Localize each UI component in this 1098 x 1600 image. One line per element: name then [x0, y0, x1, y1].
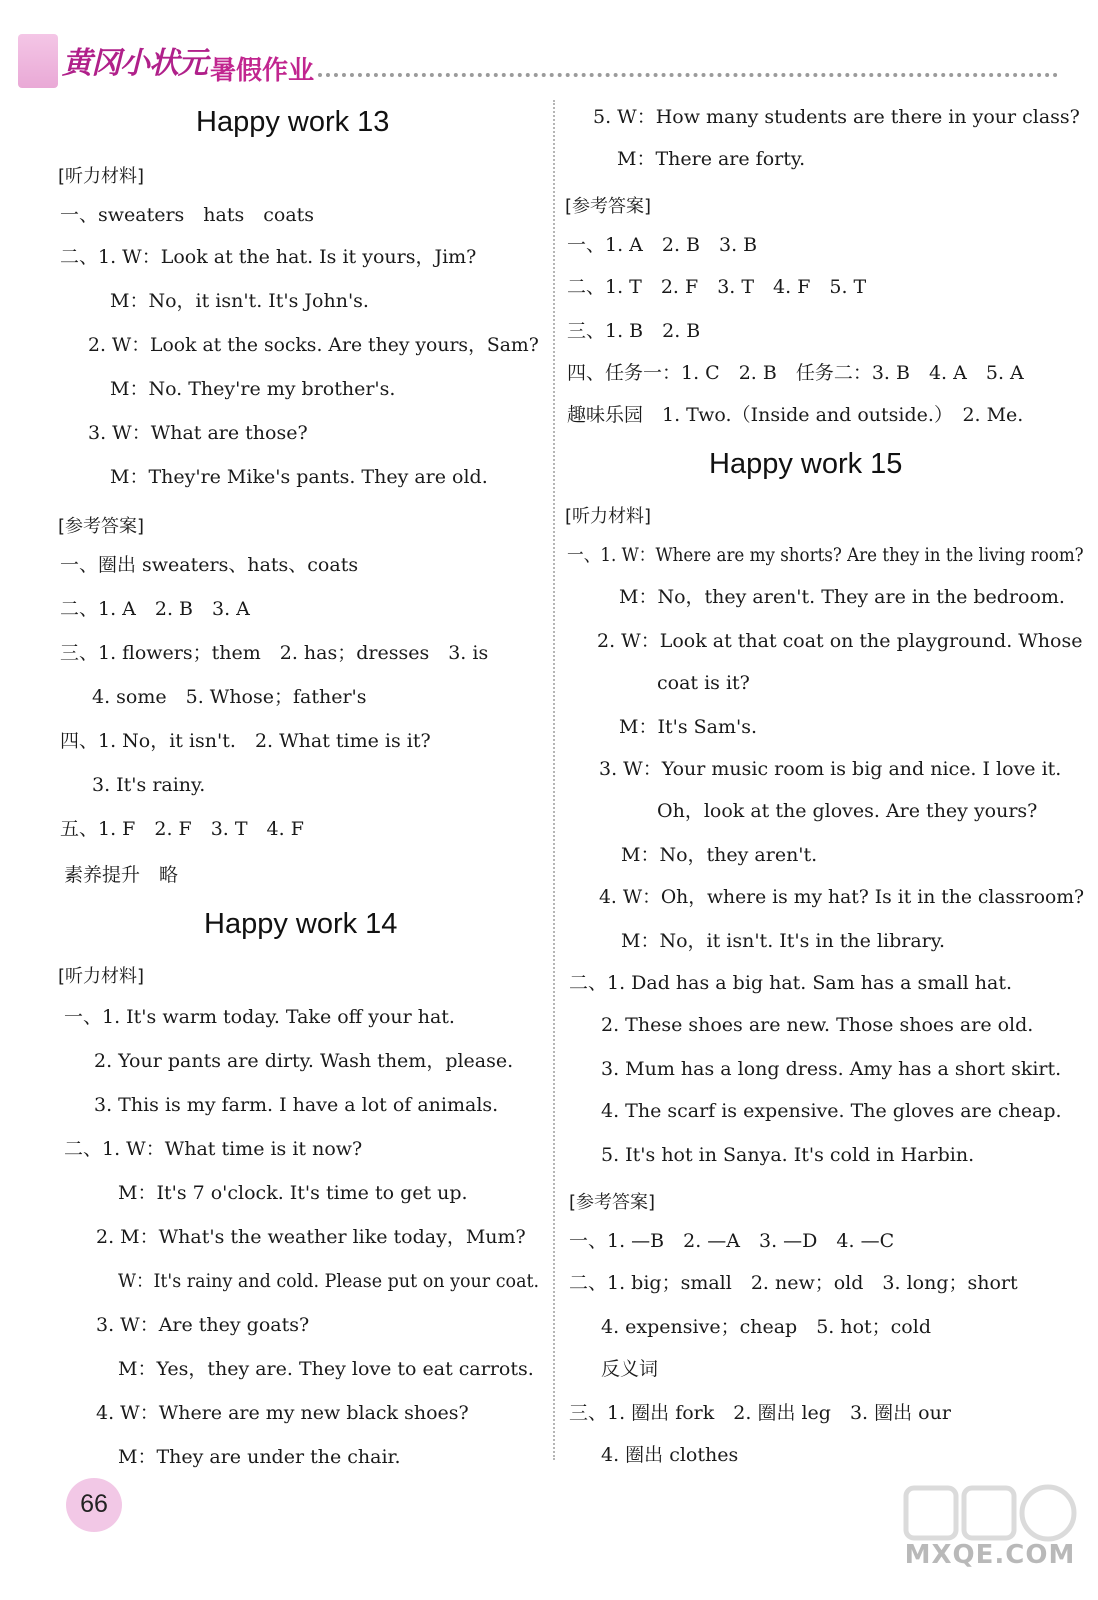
- hw13-answer-line: 素养提升 略: [64, 864, 179, 886]
- hw15-answer-line: 一、1. —B 2. —A 3. —D 4. —C: [569, 1230, 895, 1252]
- hw14-listening-line: M：Yes，they are. They love to eat carrots.: [118, 1358, 534, 1380]
- hw14-answer-line: 三、1. B 2. B: [567, 320, 701, 342]
- hw14-listening-line: W：It's rainy and cold. Please put on your coat.: [118, 1270, 540, 1292]
- hw13-answer-line: 四、1. No，it isn't. 2. What time is it?: [60, 730, 431, 752]
- hw15-listening-line: 4. The scarf is expensive. The gloves are cheap.: [601, 1100, 1062, 1122]
- page-header: [0, 0, 1098, 100]
- hw14-listening-line: 二、1. W：What time is it now?: [64, 1138, 363, 1160]
- header-subtitle: 暑假作业: [210, 56, 315, 86]
- hw15-listening-line: Oh，look at the gloves. Are they yours?: [657, 800, 1038, 822]
- watermark-logo: [900, 1482, 1080, 1592]
- hw14-answer-line: 趣味乐园 1. Two.（Inside and outside.） 2. Me.: [567, 404, 1024, 426]
- header-tab-decoration: [18, 34, 58, 88]
- hw15-listening-line: 2. These shoes are new. Those shoes are old.: [601, 1014, 1034, 1036]
- hw15-listening-line: M：It's Sam's.: [619, 716, 757, 738]
- page-number: 66: [80, 1490, 108, 1518]
- hw14-listening-line: 4. W：Where are my new black shoes?: [96, 1402, 469, 1424]
- hw13-answer-line: 4. some 5. Whose；father's: [92, 686, 367, 708]
- hw13-answer-line: 二、1. A 2. B 3. A: [60, 598, 250, 620]
- hw13-answer-line: 五、1. F 2. F 3. T 4. F: [60, 818, 304, 840]
- hw14-answer-line: 二、1. T 2. F 3. T 4. F 5. T: [567, 276, 867, 298]
- hw15-listening-line: 3. Mum has a long dress. Amy has a short skirt.: [601, 1058, 1062, 1080]
- hw15-listening-line: M：No，they aren't. They are in the bedroom.: [619, 586, 1065, 608]
- hw15-listening-line: 5. It's hot in Sanya. It's cold in Harbin.: [601, 1144, 975, 1166]
- header-dotted-rule: [318, 73, 1058, 81]
- hw15-answer-line: 三、1. 圈出 fork 2. 圈出 leg 3. 圈出 our: [569, 1402, 951, 1424]
- hw14-title: Happy work 14: [204, 908, 398, 940]
- hw13-listening-line: M：No. They're my brother's.: [110, 378, 396, 400]
- hw13-listening-line: M：No，it isn't. It's John's.: [110, 290, 369, 312]
- hw14-listening-line: 一、1. It's warm today. Take off your hat.: [64, 1006, 455, 1028]
- hw15-listening-line: M：No，it isn't. It's in the library.: [621, 930, 945, 952]
- hw13-listening-line: 二、1. W：Look at the hat. Is it yours，Jim?: [60, 246, 477, 268]
- hw13-answer-line: 3. It's rainy.: [92, 774, 206, 796]
- hw14-listening-label: [听力材料]: [58, 966, 145, 987]
- hw13-listening-line: 2. W：Look at the socks. Are they yours，Sam?: [88, 334, 539, 356]
- hw14-listening-line: 3. This is my farm. I have a lot of animals.: [94, 1094, 499, 1116]
- hw15-answer-line: 4. 圈出 clothes: [601, 1444, 739, 1466]
- hw15-answer-line: 反义词: [601, 1358, 659, 1380]
- hw13-answer-line: 三、1. flowers；them 2. has；dresses 3. is: [60, 642, 489, 664]
- hw15-listening-line: 二、1. Dad has a big hat. Sam has a small hat.: [569, 972, 1013, 994]
- hw15-answers-label: [参考答案]: [569, 1192, 656, 1213]
- hw13-answers-label: [参考答案]: [58, 516, 145, 537]
- hw15-listening-line: M：No，they aren't.: [621, 844, 818, 866]
- watermark-text: MXQE.COM: [904, 1540, 1076, 1570]
- hw14-listening-line: M：There are forty.: [617, 148, 806, 170]
- hw14-answer-line: 四、任务一：1. C 2. B 任务二：3. B 4. A 5. A: [567, 362, 1024, 384]
- hw13-listening-line: 一、sweaters hats coats: [60, 204, 315, 226]
- hw13-answer-line: 一、圈出 sweaters、hats、coats: [60, 554, 359, 576]
- hw14-listening-line: 3. W：Are they goats?: [96, 1314, 310, 1336]
- hw14-listening-line: M：They are under the chair.: [118, 1446, 401, 1468]
- hw13-listening-label: [听力材料]: [58, 166, 145, 187]
- hw14-listening-line: 2. Your pants are dirty. Wash them，please.: [94, 1050, 514, 1072]
- hw14-listening-line: 5. W：How many students are there in your class?: [593, 106, 1080, 128]
- column-divider: [553, 100, 555, 1460]
- hw14-answers-label: [参考答案]: [565, 196, 652, 217]
- hw15-answer-line: 4. expensive；cheap 5. hot；cold: [601, 1316, 931, 1338]
- hw13-listening-line: 3. W：What are those?: [88, 422, 308, 444]
- hw15-listening-line: 2. W：Look at that coat on the playground. Whose: [597, 630, 1083, 652]
- hw15-listening-line: 一、1. W：Where are my shorts? Are they in the living room?: [567, 544, 1084, 566]
- hw15-listening-line: 4. W：Oh，where is my hat? Is it in the classroom?: [599, 886, 1085, 908]
- hw13-listening-line: M：They're Mike's pants. They are old.: [110, 466, 488, 488]
- hw14-answer-line: 一、1. A 2. B 3. B: [567, 234, 758, 256]
- hw15-answer-line: 二、1. big；small 2. new；old 3. long；short: [569, 1272, 1018, 1294]
- hw13-title: Happy work 13: [196, 106, 390, 138]
- hw14-listening-line: M：It's 7 o'clock. It's time to get up.: [118, 1182, 468, 1204]
- hw15-listening-line: coat is it?: [657, 672, 750, 694]
- hw15-listening-line: 3. W：Your music room is big and nice. I love it.: [599, 758, 1062, 780]
- brand-logo: 黄冈小状元: [62, 46, 207, 81]
- hw14-listening-line: 2. M：What's the weather like today，Mum?: [96, 1226, 526, 1248]
- hw15-listening-label: [听力材料]: [565, 506, 652, 527]
- hw15-title: Happy work 15: [709, 448, 903, 480]
